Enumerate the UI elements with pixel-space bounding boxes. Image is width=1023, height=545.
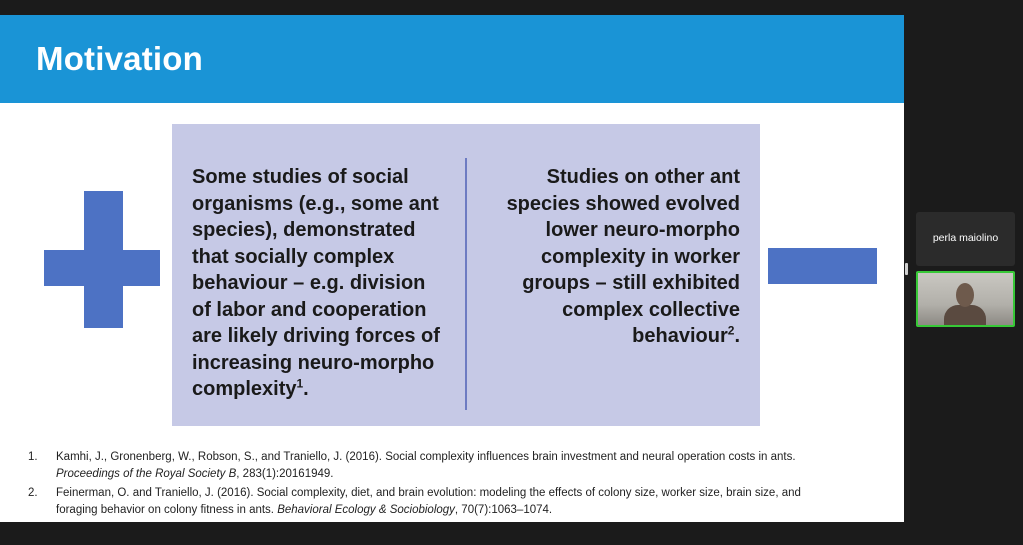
reference-line (56, 466, 888, 483)
right-line: lower neuro-morpho (545, 219, 740, 241)
citation-1: 1 (296, 376, 304, 391)
video-person-body (944, 305, 986, 327)
reference-line (56, 502, 888, 519)
reference-item (28, 449, 888, 482)
participant-video[interactable] (916, 271, 1015, 327)
left-line: that socially complex (192, 245, 395, 268)
reference-details: , 70(7):1063–1074. (454, 503, 553, 516)
panel-resize-handle[interactable] (905, 263, 908, 275)
presentation-slide (0, 15, 904, 522)
right-line: complex collective (562, 298, 740, 321)
reference-text: foraging behavior on colony fitness in ants. (56, 503, 278, 516)
reference-line: Feinerman, O. and Traniello, J. (2016). Social complexity, diet, and brain evolution: modeling the effects of colony size, worker size, brain size, and (56, 487, 801, 499)
right-period: . (734, 325, 740, 347)
left-line: organisms (e.g., some ant (192, 192, 439, 215)
reference-details: , 283(1):20161949. (236, 467, 334, 480)
participant-name: perla maiolino (932, 232, 999, 244)
right-line: Studies on other ant (546, 166, 740, 188)
column-divider (465, 158, 467, 410)
left-line: species), demonstrated (192, 219, 416, 241)
plus-icon-horizontal (44, 250, 160, 286)
participant-tile[interactable] (916, 212, 1015, 266)
left-line-text: complexity (192, 378, 297, 400)
left-line: Some studies of social (192, 166, 409, 188)
reference-line: Kamhi, J., Gronenberg, W., Robson, S., and Traniello, J. (2016). Social complexity influences brain investment and neural operation costs in ants. (56, 451, 796, 463)
reference-journal: Proceedings of the Royal Society B (56, 467, 237, 480)
right-line: complexity in worker (541, 245, 740, 268)
video-person-head (956, 283, 974, 307)
reference-journal: Behavioral Ecology & Sociobiology (277, 503, 455, 516)
minus-icon (768, 248, 877, 284)
references-list (28, 449, 888, 521)
reference-number: 1. (28, 451, 38, 463)
left-line: increasing neuro-morpho (192, 351, 435, 374)
left-period: . (303, 378, 309, 400)
left-line: behaviour – e.g. division (192, 272, 426, 294)
left-line: are likely driving forces of (192, 325, 440, 347)
slide-header (0, 15, 904, 103)
right-column-text (478, 164, 740, 350)
right-line-text: behaviour (632, 325, 728, 347)
left-line-last (192, 376, 460, 403)
citation-2: 2 (727, 323, 735, 338)
reference-number: 2. (28, 487, 38, 499)
left-column-text (192, 164, 460, 403)
slide-title: Motivation (36, 40, 203, 77)
right-line: groups – still exhibited (522, 272, 740, 294)
left-line: of labor and cooperation (192, 298, 427, 321)
right-line: species showed evolved (506, 192, 740, 215)
reference-item (28, 485, 888, 518)
right-line-last (478, 323, 740, 350)
